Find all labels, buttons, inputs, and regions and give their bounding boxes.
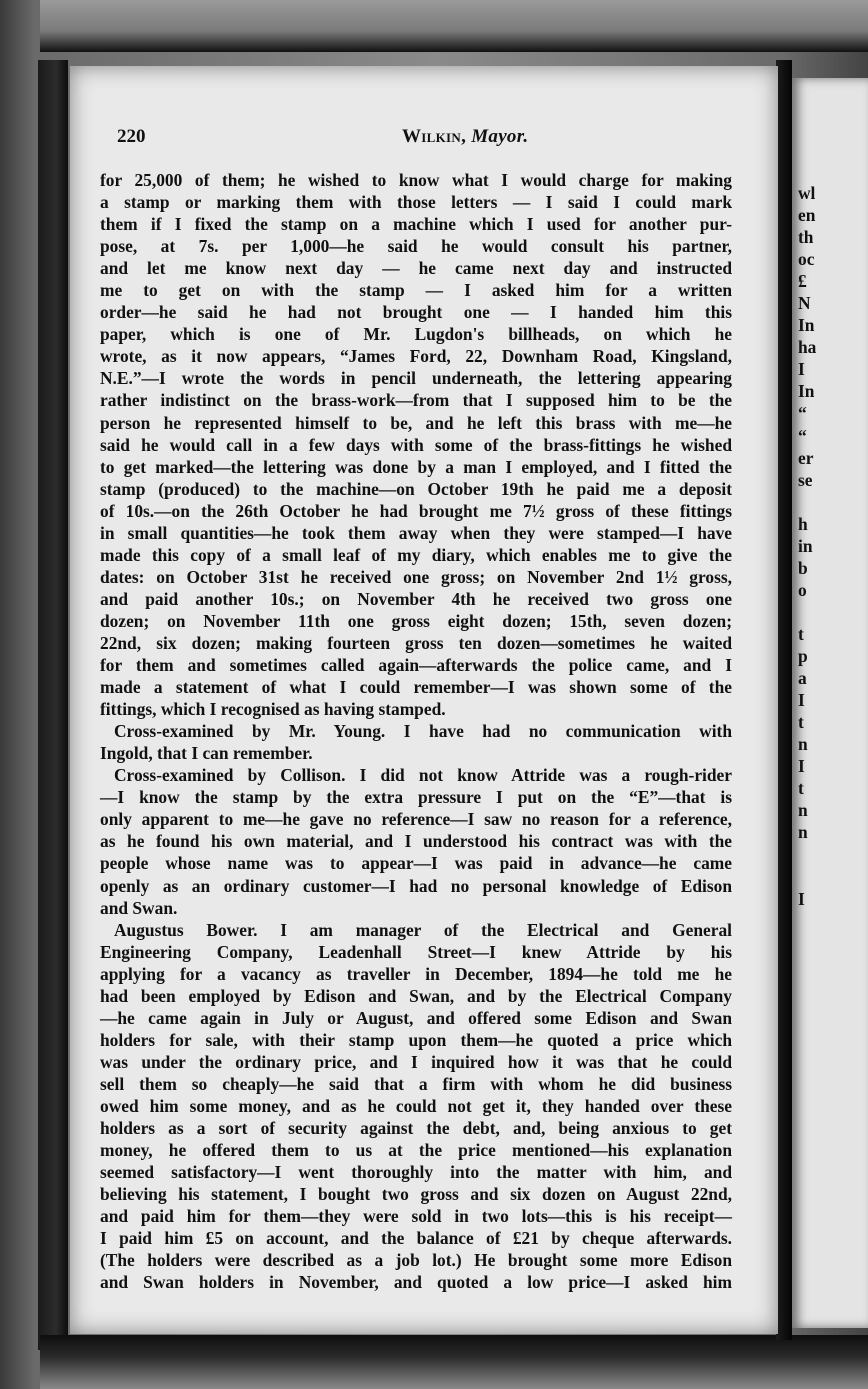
text-line: applying for a vacancy as traveller in December, 1894—he told me he (100, 963, 732, 984)
text-line: a stamp or marking them with those letters — I said I could mark (100, 192, 732, 213)
facing-page-fragment: wl (798, 183, 816, 203)
facing-page-fragment (798, 932, 868, 954)
facing-page (792, 78, 868, 1328)
text-line: and let me know next day — he came next day and instructed (100, 258, 732, 279)
facing-page-fragment: n (798, 734, 808, 755)
text-line: sell them so cheaply—he said that a firm with whom he did business (100, 1073, 732, 1094)
book-gutter (776, 60, 792, 1340)
facing-page-fragment (798, 998, 868, 1020)
text-line: holders for sale, with their stamp upon them—he quoted a price which (100, 1029, 732, 1050)
facing-page-fragment: en (798, 205, 816, 226)
running-title-name: Wilkin, (402, 126, 467, 147)
text-line: made this copy of a small leaf of my diary, which enables me to give the (100, 544, 732, 565)
text-line: pose, at 7s. per 1,000—he said he would consult his partner, (100, 236, 732, 257)
text-line: openly as an ordinary customer—I had no personal knowledge of Edison (100, 875, 732, 896)
text-line: and paid another 10s.; on November 4th he received two gross one (100, 588, 732, 609)
text-line: had been employed by Edison and Swan, and by the Electrical Company (100, 985, 732, 1006)
facing-page-fragment: In (798, 315, 815, 336)
facing-page-fragment: N (798, 293, 811, 314)
page-number: 220 (117, 126, 146, 147)
facing-page-fragment: “ (798, 403, 807, 424)
text-line: as he found his own material, and I understood his contract was with the (100, 831, 732, 852)
facing-page-fragment: t (798, 712, 804, 733)
text-line: Augustus Bower. I am manager of the Electrical and General (114, 919, 732, 940)
text-line: owed him some money, and as he could not get it, they handed over these (100, 1095, 732, 1116)
text-line: and Swan holders in November, and quoted a low price—I asked him (100, 1272, 732, 1293)
text-line: was under the ordinary price, and I inquired how it was that he could (100, 1051, 732, 1072)
facing-page-fragment (798, 865, 868, 887)
text-line: believing his statement, I bought two gross and six dozen on August 22nd, (100, 1184, 732, 1205)
running-title-role: Mayor. (471, 126, 529, 147)
facing-page-fragment: In (798, 381, 815, 402)
facing-page-fragment (798, 843, 868, 865)
text-line: for 25,000 of them; he wished to know what I would charge for making (100, 170, 732, 190)
text-line: —I know the stamp by the extra pressure I put on the “E”—that is (100, 787, 732, 808)
facing-page-fragment: I (798, 690, 805, 711)
facing-page-fragment: a (798, 668, 807, 689)
facing-page-fragment (798, 976, 868, 998)
running-title (402, 123, 528, 151)
facing-page-fragment: in (798, 535, 813, 556)
text-line: of 10s.—on the 26th October he had brought me 7½ gross of these fittings (100, 500, 732, 521)
text-line: seemed satisfactory—I went thoroughly into the matter with him, and (100, 1162, 732, 1183)
text-line: dozen; on November 11th one gross eight dozen; 15th, seven dozen; (100, 610, 732, 631)
facing-page-fragment: n (798, 800, 808, 821)
book-page (70, 66, 778, 1334)
text-line: Cross-examined by Collison. I did not know Attride was a rough-rider (114, 765, 732, 786)
page-header (117, 123, 757, 151)
text-line: them if I fixed the stamp on a machine which I used for another pur- (100, 214, 732, 235)
facing-page-fragment (798, 1020, 868, 1042)
facing-page-text (798, 182, 868, 1042)
text-line: and paid him for them—they were sold in two lots—this is his receipt— (100, 1206, 732, 1227)
text-line: Ingold, that I can remember. (100, 743, 313, 764)
facing-page-fragment (798, 491, 868, 513)
facing-page-fragment: se (798, 469, 813, 490)
facing-page-fragment: h (798, 513, 808, 534)
facing-page-fragment: t (798, 778, 804, 799)
text-line: and Swan. (100, 897, 178, 918)
text-line: only apparent to me—he gave no reference—I saw no reason for a reference, (100, 809, 732, 830)
text-line: I paid him £5 on account, and the balance of £21 by cheque afterwards. (100, 1228, 732, 1249)
text-line: people whose name was to appear—I was paid in advance—he came (100, 853, 732, 874)
facing-page-fragment (798, 954, 868, 976)
text-line: (The holders were described as a job lot.) He brought some more Edison (100, 1250, 732, 1271)
book-binding (38, 60, 68, 1350)
facing-page-fragment: “ (798, 425, 807, 446)
page-body-text (100, 169, 732, 1293)
book-bottom-edge (40, 1335, 868, 1389)
facing-page-fragment: I (798, 888, 805, 909)
text-line: for them and sometimes called again—afterwards the police came, and I (100, 655, 732, 676)
facing-page-fragment: n (798, 822, 808, 843)
facing-page-fragment: ha (798, 337, 817, 358)
text-line: rather indistinct on the brass-work—from that I supposed him to be the (100, 390, 732, 411)
text-line: to get marked—the lettering was done by a man I employed, and I fitted the (100, 456, 732, 477)
facing-page-fragment: I (798, 756, 805, 777)
book-top-edge (40, 0, 868, 52)
facing-page-fragment: th (798, 227, 814, 248)
facing-page-fragment: I (798, 359, 805, 380)
facing-page-fragment (798, 601, 868, 623)
facing-page-fragment: £ (798, 271, 807, 292)
text-line: me to get on with the stamp — I asked him for a written (100, 280, 732, 301)
text-line: money, he offered them to us at the price mentioned—his explanation (100, 1140, 732, 1161)
text-line: holders as a sort of security against the debt, and, being anxious to get (100, 1118, 732, 1139)
text-line: order—he said he had not brought one — I handed him this (100, 302, 732, 323)
facing-page-fragment: p (798, 645, 808, 666)
facing-page-fragment: er (798, 447, 814, 468)
text-line: Engineering Company, Leadenhall Street—I knew Attride by his (100, 941, 732, 962)
text-line: person he represented himself to be, and he left this brass with me—he (100, 412, 732, 433)
facing-page-fragment: o (798, 579, 807, 600)
text-line: 22nd, six dozen; making fourteen gross ten dozen—sometimes he waited (100, 632, 732, 653)
text-line: N.E.”—I wrote the words in pencil underneath, the lettering appearing (100, 368, 732, 389)
text-line: fittings, which I recognised as having stamped. (100, 699, 446, 720)
text-line: in small quantities—he took them away when they were stamped—I have (100, 522, 732, 543)
text-line: paper, which is one of Mr. Lugdon's billheads, on which he (100, 324, 732, 345)
text-line: wrote, as it now appears, “James Ford, 22, Downham Road, Kingsland, (100, 346, 732, 367)
facing-page-fragment: b (798, 557, 808, 578)
facing-page-fragment (798, 910, 868, 932)
facing-page-fragment: t (798, 623, 804, 644)
facing-page-fragment: oc (798, 249, 815, 270)
text-line: dates: on October 31st he received one gross; on November 2nd 1½ gross, (100, 566, 732, 587)
text-line: stamp (produced) to the machine—on October 19th he paid me a deposit (100, 478, 732, 499)
text-line: —he came again in July or August, and offered some Edison and Swan (100, 1007, 732, 1028)
text-line: Cross-examined by Mr. Young. I have had no communication with (114, 721, 732, 742)
text-line: said he would call in a few days with some of the brass-fittings he wished (100, 434, 732, 455)
text-line: made a statement of what I could remember—I was shown some of the (100, 677, 732, 698)
